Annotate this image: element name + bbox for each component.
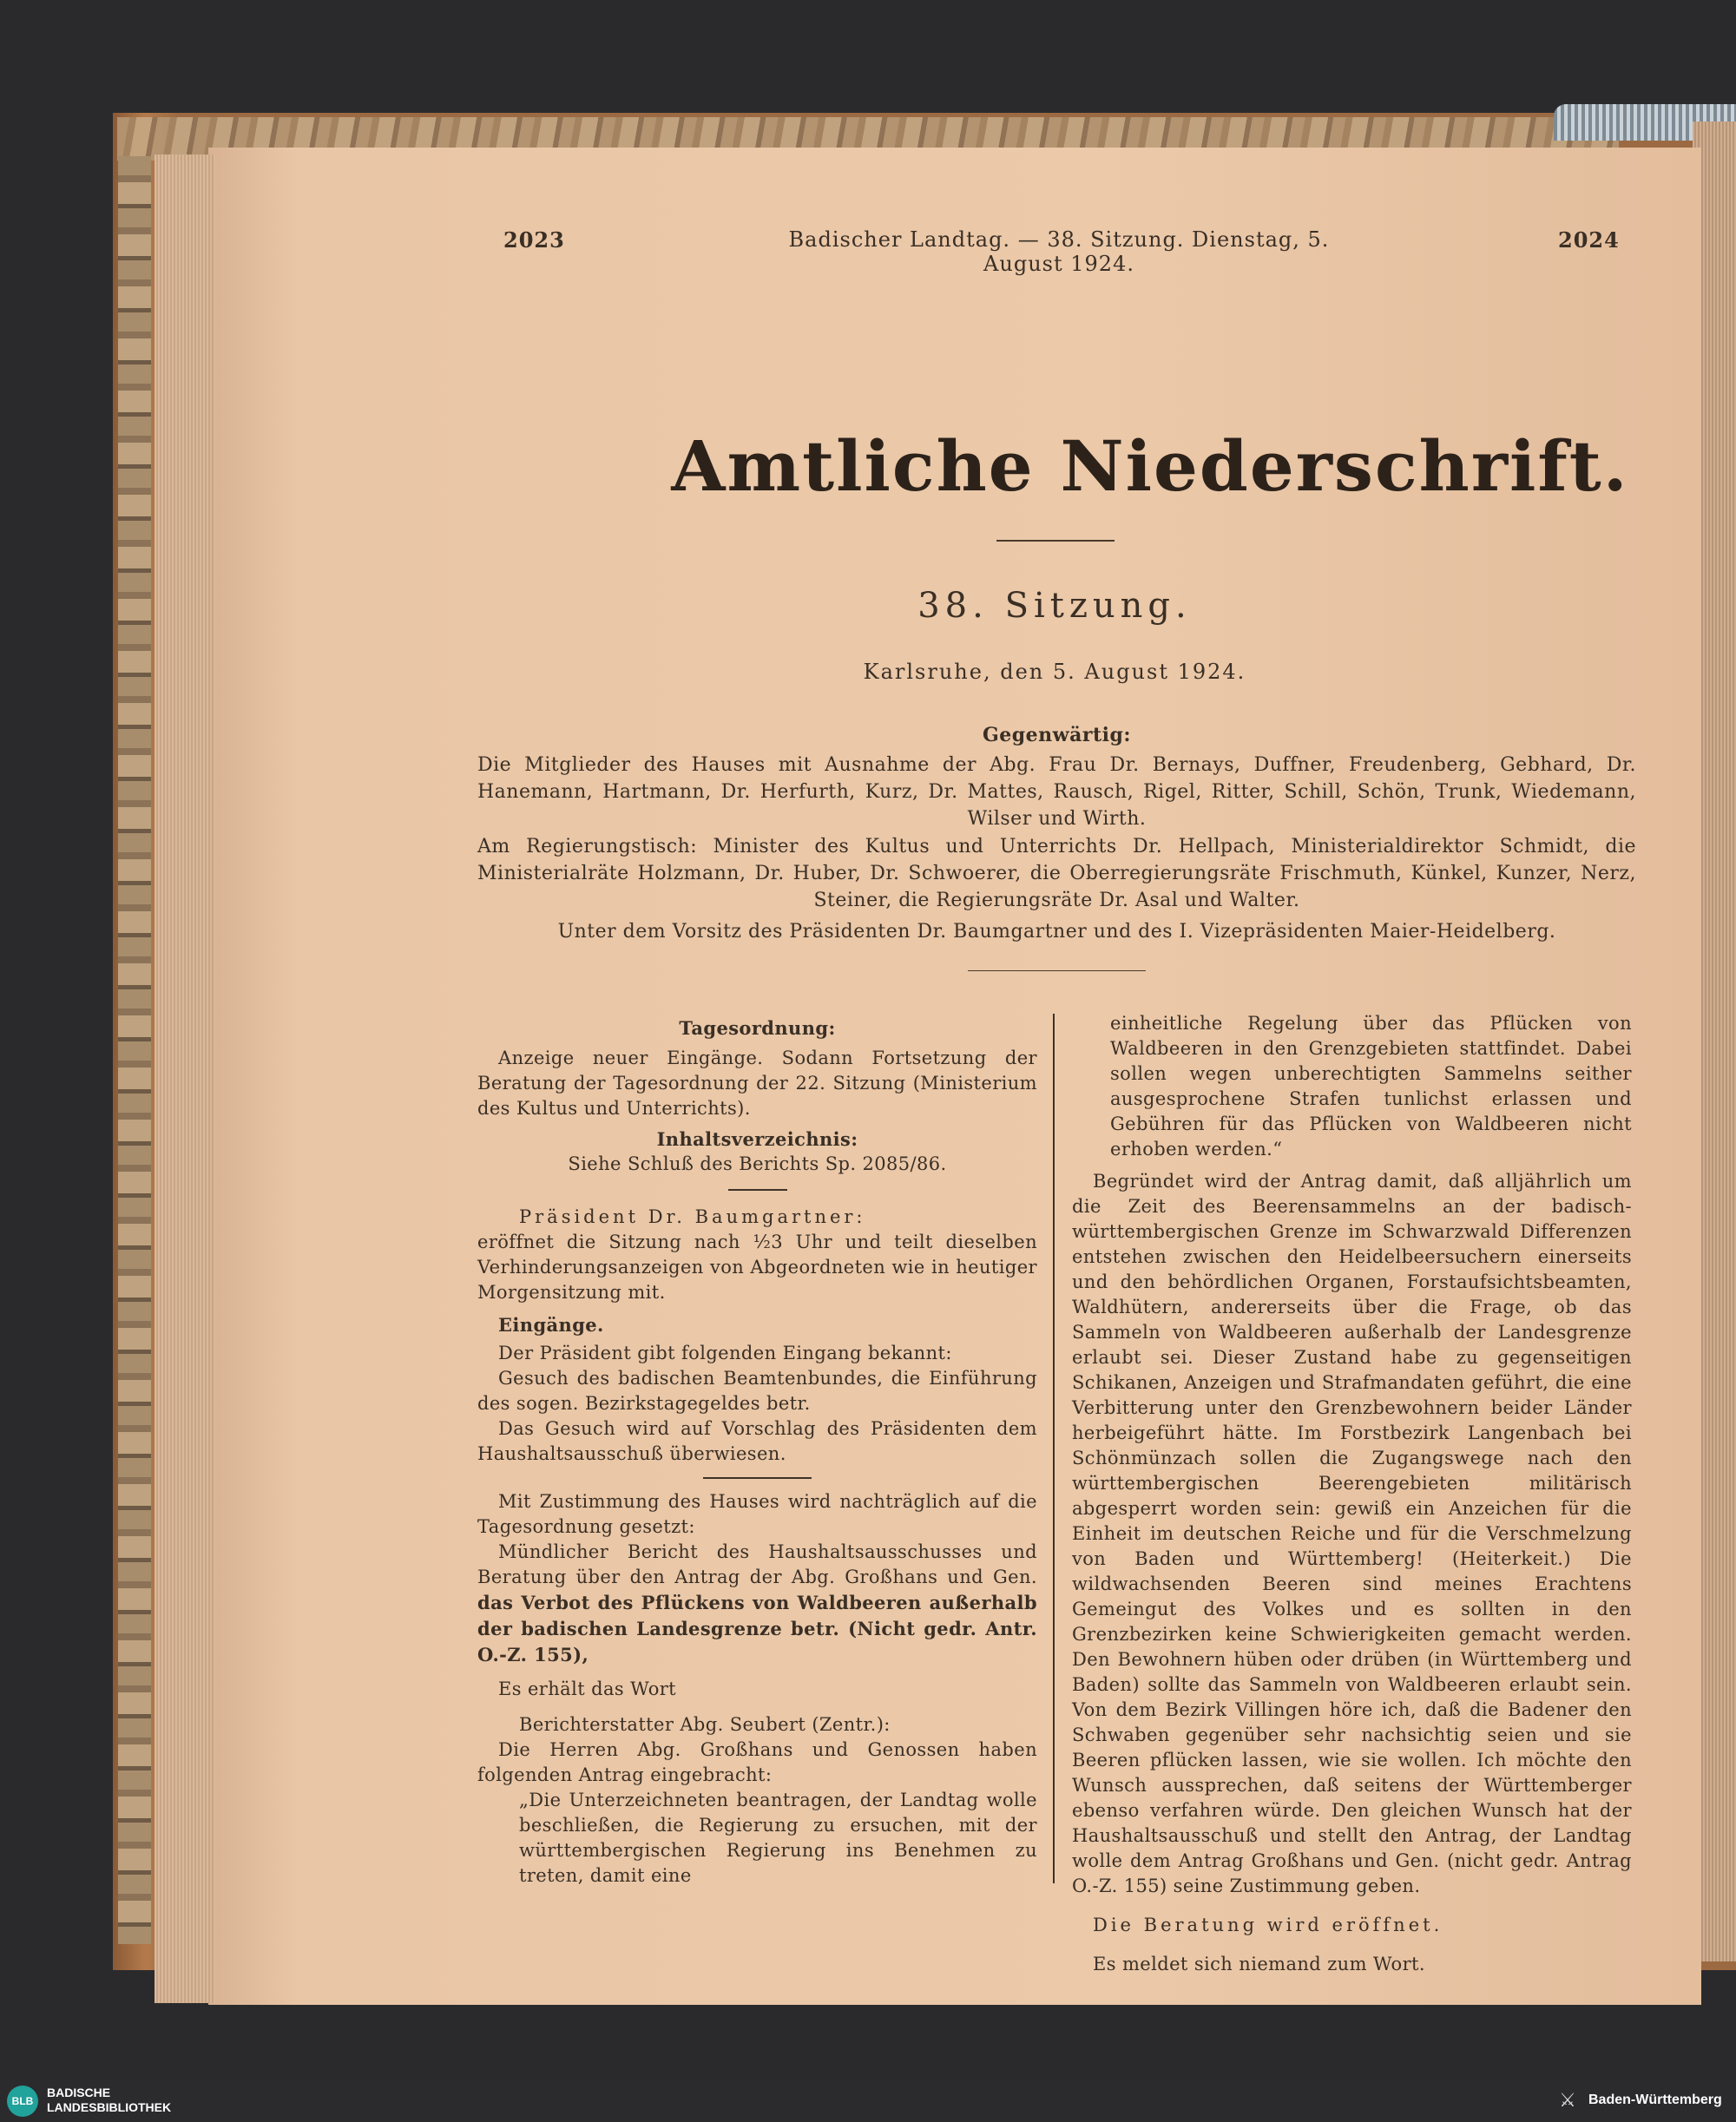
title-rule: [996, 540, 1115, 542]
present-heading: Gegenwärtig:: [983, 724, 1131, 746]
word-given: Es erhält das Wort: [498, 1679, 677, 1699]
president-text: eröffnet die Sitzung nach ½3 Uhr und teilt dieselben Verhinderungsanzeigen von Abgeordneten wie in heutiger Morgensitzung mit.: [477, 1232, 1037, 1303]
section-rule: [968, 970, 1146, 971]
divider: [728, 1189, 787, 1191]
state-name[interactable]: Baden-Württemberg: [1588, 2092, 1722, 2107]
left-column: [477, 1015, 1037, 1889]
library-name-line2: LANDESBIBLIOTHEK: [47, 2100, 172, 2114]
motion-quote: „Die Unterzeichneten beantragen, der Landtag wolle beschließen, die Regierung zu ersuchen, mit der württembergischen Regierung ins Benehmen zu treten, damit eine: [519, 1790, 1037, 1886]
page-number-right: 2024: [1558, 227, 1620, 253]
document-title: Amtliche Niederschrift.: [671, 425, 1629, 507]
blb-logo-icon[interactable]: BLB: [7, 2086, 38, 2117]
motion-continued: einheitliche Regelung über das Pflücken von Waldbeeren in den Grenzgebieten stattfindet. Dabei sollen wegen unberechtigten Sammelns seither ausgesprochene Strafen tunlichst erlassen und Gebühren für das Pflücken von Waldbeeren nicht erhoben werden.“: [1110, 1013, 1632, 1160]
running-title: Badischer Landtag. — 38. Sitzung. Dienstag, 5. August 1924.: [788, 227, 1330, 276]
viewer-footer: [0, 2079, 1736, 2122]
agenda-text: Anzeige neuer Eingänge. Sodann Fortsetzung der Beratung der Tagesordnung der 22. Sitzung (Ministerium des Kultus und Unterrichts).: [477, 1048, 1037, 1119]
right-column: [1072, 1011, 1632, 1977]
incoming-petition: Gesuch des badischen Beamtenbundes, die Einführung des sogen. Bezirkstagegeldes betr.: [477, 1368, 1037, 1414]
president-label: Präsident Dr. Baumgartner:: [519, 1206, 866, 1227]
agenda-heading: Tagesordnung:: [679, 1017, 836, 1039]
report-text: [477, 1540, 1037, 1668]
consent-text: Mit Zustimmung des Hauses wird nachträglich auf die Tagesordnung gesetzt:: [477, 1491, 1037, 1537]
place-date: Karlsruhe, den 5. August 1924.: [863, 660, 1246, 684]
coat-of-arms-icon: ⚔: [1559, 2089, 1576, 2111]
library-name[interactable]: [47, 2086, 171, 2115]
report-subject: das Verbot des Pflückens von Waldbeeren außerhalb der badischen Landesgrenze betr. (Nicht gedr. Antr. O.-Z. 155),: [477, 1592, 1037, 1665]
contents-heading: Inhaltsverzeichnis:: [656, 1128, 858, 1150]
page-number-left: 2023: [503, 227, 565, 253]
library-name-line1: BADISCHE: [47, 2086, 111, 2099]
session-heading: 38. Sitzung.: [917, 586, 1192, 626]
incoming-heading: Eingänge.: [498, 1314, 604, 1336]
rapporteur: Berichterstatter Abg. Seubert (Zentr.):: [519, 1714, 891, 1735]
no-speaker: Es meldet sich niemand zum Wort.: [1093, 1954, 1425, 1974]
incoming-referral: Das Gesuch wird auf Vorschlag des Präsidenten dem Haushaltsausschuß überwiesen.: [477, 1418, 1037, 1464]
chair-text: Unter dem Vorsitz des Präsidenten Dr. Baumgartner und des I. Vizepräsidenten Maier-Heidelberg.: [557, 921, 1556, 943]
report-intro: Mündlicher Bericht des Haushaltsausschusses und Beratung über den Antrag der Abg. Großhans und Gen.: [477, 1541, 1037, 1587]
present-members: Die Mitglieder des Hauses mit Ausnahme der Abg. Frau Dr. Bernays, Duffner, Freudenberg, Gebhard, Dr. Hanemann, Hartmann, Dr. Herfurth, Kurz, Dr. Mattes, Rausch, Rigel, Ritter, Schill, Schön, Trunk, Wiedemann, Wilser und Wirth.: [477, 754, 1636, 830]
motion-reasoning: Begründet wird der Antrag damit, daß alljährlich um die Zeit des Beerensammelns an der badisch-württembergischen Grenze im Schwarzwald Differenzen entstehen zwischen den Heidelbeersuchern einerseits und den behördlichen Organen, Forstaufsichtsbeamten, Waldhütern, andererseits über die Frage, ob das Sammeln von Waldbeeren außerhalb der Landesgrenze erlaubt sei. Dieser Zustand habe zu gegenseitigen Schikanen, Anzeigen und Strafmandaten geführt, die eine Verbitterung unter den Grenzbewohnern beider Länder herbeigeführt hätte. Im Forstbezirk Langenbach bei Schönmünzach sollen die Zugangswege nach den württembergischen Beerengebieten militärisch abgesperrt worden sein: gewiß ein Anzeichen für die Einheit im deutschen Reiche und für die Verschmelzung von Baden und Württemberg! (Heiterkeit.) Die wildwachsenden Beeren sind meines Erachtens Gemeingut des Volkes und es sollten in den Grenzbezirken keine Schwierigkeiten gemacht werden. Den Bewohnern hüben oder drüben (in Württemberg und Baden) sollte das Sammeln von Waldbeeren erlaubt sein. Von dem Bezirk Villingen höre ich, daß die Badener den Schwaben gegenüber sehr nachsichtig seien und sie Beeren pflücken lassen, wie sie wollen. Ich möchte den Wunsch aussprechen, daß seitens der Württemberger ebenso verfahren würde. Den gleichen Wunsch hat der Haushaltsausschuß und stellt den Antrag, der Landtag wolle dem Antrag Großhans und Gen. (nicht gedr. Antrag O.-Z. 155) seine Zustimmung geben.: [1072, 1171, 1632, 1896]
incoming-announcement: Der Präsident gibt folgenden Eingang bekannt:: [498, 1343, 952, 1363]
column-rule: [1053, 1014, 1055, 1883]
divider: [703, 1477, 812, 1479]
present-government: Am Regierungstisch: Minister des Kultus und Unterrichts Dr. Hellpach, Ministerialdirektor Schmidt, die Ministerialräte Holzmann, Dr. Huber, Dr. Schwoerer, die Oberregierungsräte Frischmuth, Künkel, Kunzer, Nerz, Steiner, die Regierungsräte Dr. Asal und Walter.: [477, 836, 1636, 911]
rapporteur-text: Die Herren Abg. Großhans und Genossen haben folgenden Antrag eingebracht:: [477, 1739, 1037, 1785]
debate-opened: Die Beratung wird eröffnet.: [1093, 1915, 1443, 1935]
contents-text: Siehe Schluß des Berichts Sp. 2085/86.: [568, 1153, 947, 1174]
